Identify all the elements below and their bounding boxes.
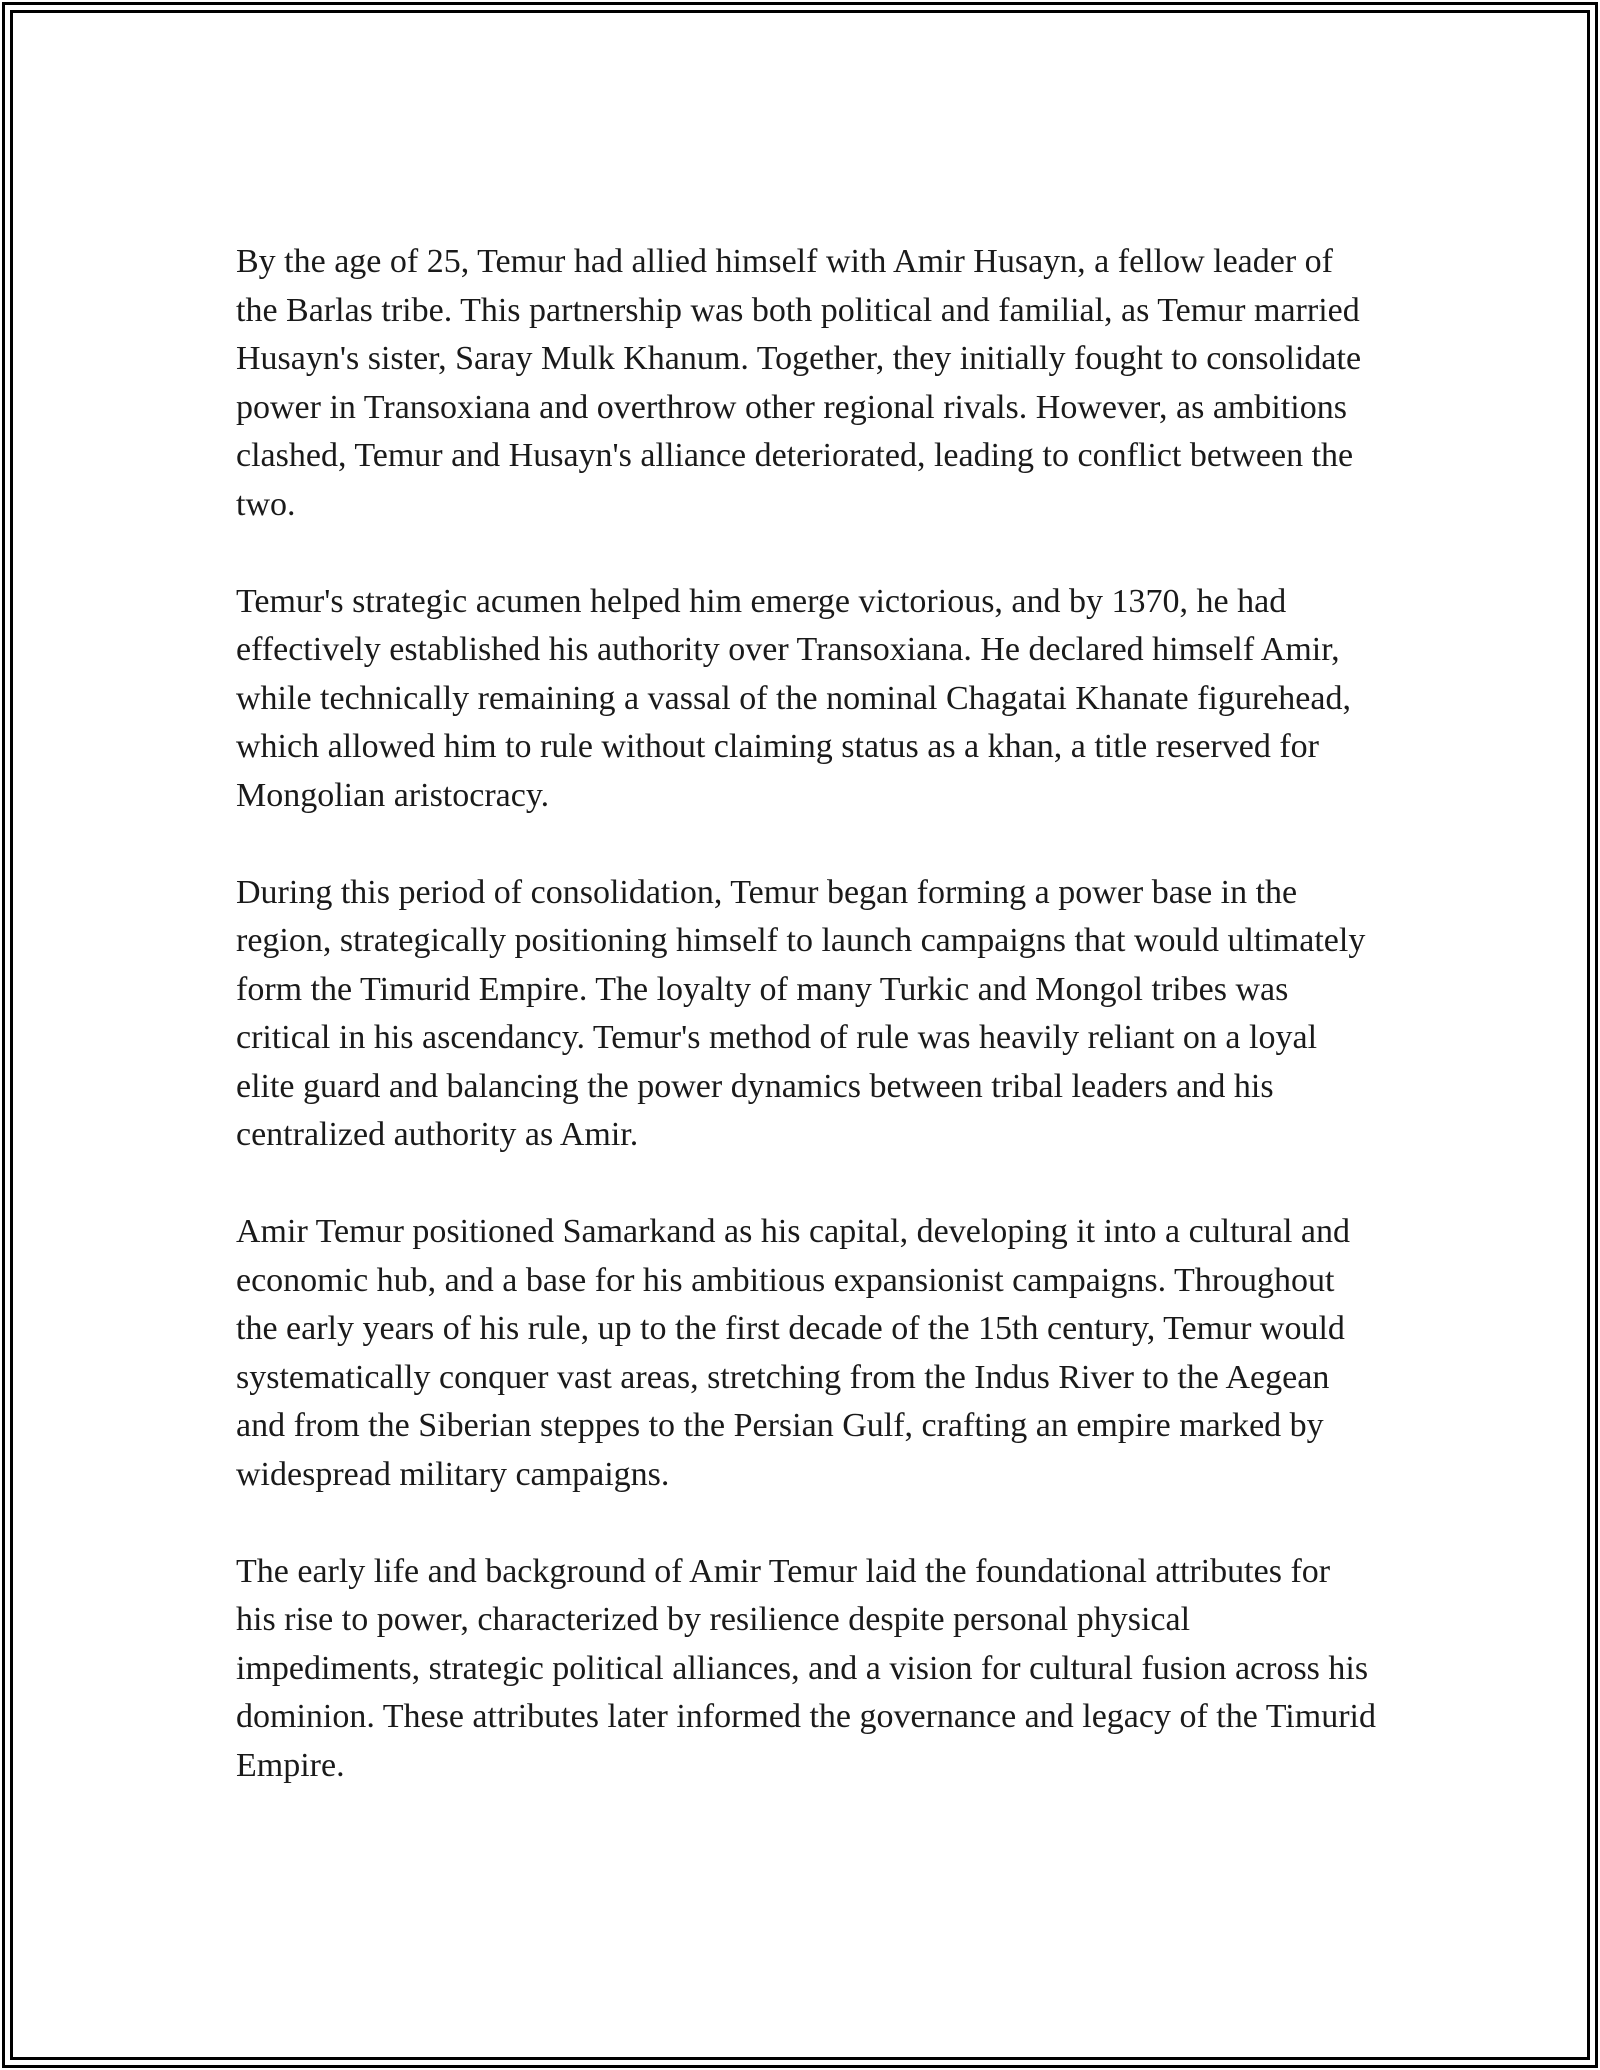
- paragraph-victory-1370: Temur's strategic acumen helped him emerge victorious, and by 1370, he had effectively established his authority over Transoxiana. He declared himself Amir, while technically remaining a vassal of the nominal Chagatai Khanate figurehead, which allowed him to rule without claiming status as a khan, a title reserved for Mongolian aristocracy.: [236, 582, 1351, 814]
- paragraph-samarkand-capital: Amir Temur positioned Samarkand as his capital, developing it into a cultural and economic hub, and a base for his ambitious expansionist campaigns. Throughout the early years of his rule, up to the first decade of the 15th century, Temur would systematically conquer vast areas, stretching from the Indus River to the Aegean and from the Siberian steppes to the Persian Gulf, crafting an empire marked by widespread military campaigns.: [236, 1213, 1351, 1493]
- document-body: [236, 238, 1376, 1790]
- paragraph-power-base: During this period of consolidation, Temur began forming a power base in the region, strategically positioning himself to launch campaigns that would ultimately form the Timurid Empire. The loyalty of many Turkic and Mongol tribes was critical in his ascendancy. Temur's method of rule was heavily reliant on a loyal elite guard and balancing the power dynamics between tribal leaders and his centralized authority as Amir.: [236, 873, 1366, 1153]
- paragraph-alliance-with-husayn: By the age of 25, Temur had allied himself with Amir Husayn, a fellow leader of the Barlas tribe. This partnership was both political and familial, as Temur married Husayn's sister, Saray Mulk Khanum. Together, they initially fought to consolidate power in Transoxiana and overthrow other regional rivals. However, as ambitions clashed, Temur and Husayn's alliance deteriorated, leading to conflict between the two.: [236, 243, 1362, 523]
- paragraph-early-life-summary: The early life and background of Amir Temur laid the foundational attributes for his rise to power, characterized by resilience despite personal physical impediments, strategic political alliances, and a vision for cultural fusion across his dominion. These attributes later informed the governance and legacy of the Timurid Empire.: [236, 1552, 1376, 1784]
